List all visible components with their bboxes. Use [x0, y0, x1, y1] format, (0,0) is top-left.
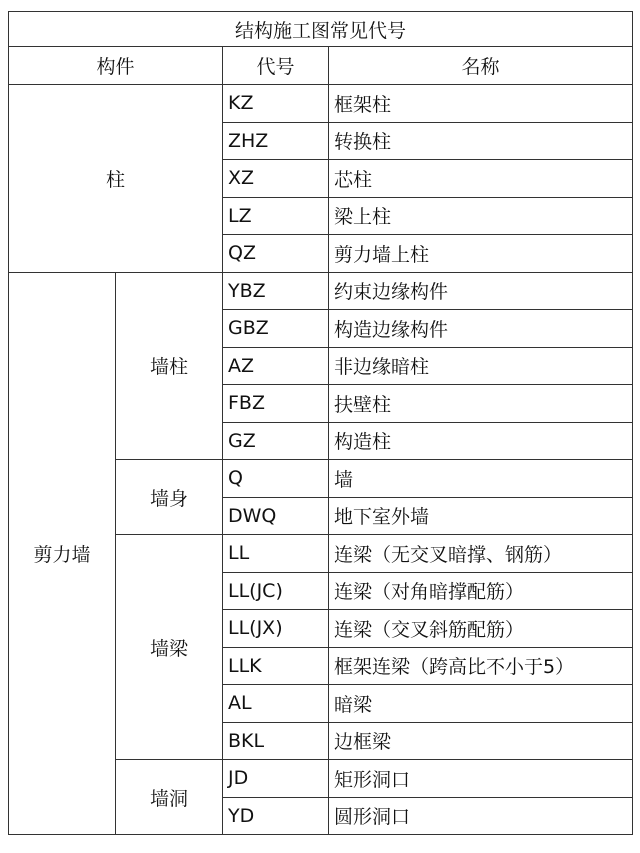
group-shear-wall: 剪力墙 — [9, 272, 116, 835]
name-cell: 非边缘暗柱 — [329, 347, 633, 385]
header-code: 代号 — [223, 47, 329, 85]
code-cell: LL(JX) — [223, 610, 329, 648]
group-column: 柱 — [9, 85, 223, 273]
code-cell: KZ — [223, 85, 329, 123]
code-cell: ZHZ — [223, 122, 329, 160]
code-cell: GZ — [223, 422, 329, 460]
subgroup-wall-beam: 墙梁 — [116, 535, 223, 760]
code-cell: LZ — [223, 197, 329, 235]
header-name: 名称 — [329, 47, 633, 85]
name-cell: 地下室外墙 — [329, 497, 633, 535]
table-title: 结构施工图常见代号 — [9, 12, 633, 47]
name-cell: 构造边缘构件 — [329, 310, 633, 348]
name-cell: 暗梁 — [329, 685, 633, 723]
name-cell: 构造柱 — [329, 422, 633, 460]
code-cell: FBZ — [223, 385, 329, 423]
code-cell: BKL — [223, 722, 329, 760]
code-cell: AL — [223, 685, 329, 723]
name-cell: 矩形洞口 — [329, 760, 633, 798]
name-cell: 框架柱 — [329, 85, 633, 123]
name-cell: 扶壁柱 — [329, 385, 633, 423]
code-cell: GBZ — [223, 310, 329, 348]
name-cell: 梁上柱 — [329, 197, 633, 235]
code-cell: LL(JC) — [223, 572, 329, 610]
subgroup-wall-column: 墙柱 — [116, 272, 223, 460]
table-row — [9, 272, 633, 310]
code-table — [8, 11, 633, 835]
name-cell: 连梁（无交叉暗撑、钢筋） — [329, 535, 633, 573]
name-cell: 连梁（对角暗撑配筋） — [329, 572, 633, 610]
code-cell: LLK — [223, 647, 329, 685]
code-cell: YBZ — [223, 272, 329, 310]
code-cell: LL — [223, 535, 329, 573]
code-cell: JD — [223, 760, 329, 798]
code-cell: DWQ — [223, 497, 329, 535]
name-cell: 约束边缘构件 — [329, 272, 633, 310]
code-cell: XZ — [223, 160, 329, 198]
header-component: 构件 — [9, 47, 223, 85]
name-cell: 圆形洞口 — [329, 797, 633, 835]
name-cell: 芯柱 — [329, 160, 633, 198]
name-cell: 连梁（交叉斜筋配筋） — [329, 610, 633, 648]
code-cell: QZ — [223, 235, 329, 273]
table-row — [9, 85, 633, 123]
name-cell: 边框梁 — [329, 722, 633, 760]
code-cell: AZ — [223, 347, 329, 385]
code-cell: Q — [223, 460, 329, 498]
code-cell: YD — [223, 797, 329, 835]
name-cell: 剪力墙上柱 — [329, 235, 633, 273]
subgroup-wall-hole: 墙洞 — [116, 760, 223, 835]
subgroup-wall-body: 墙身 — [116, 460, 223, 535]
name-cell: 框架连梁（跨高比不小于5） — [329, 647, 633, 685]
name-cell: 墙 — [329, 460, 633, 498]
name-cell: 转换柱 — [329, 122, 633, 160]
